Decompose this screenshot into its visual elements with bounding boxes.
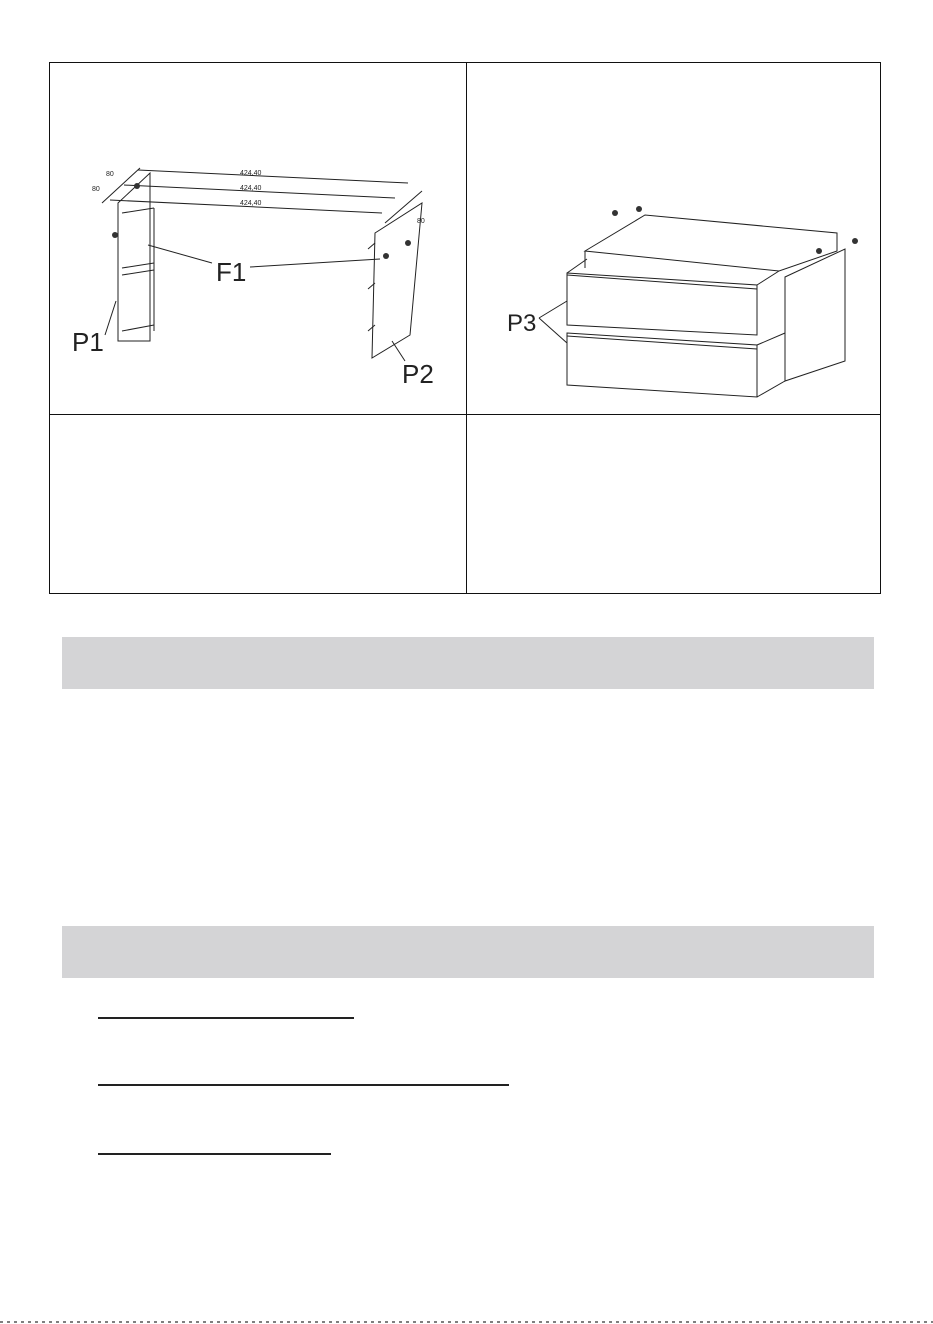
part-label-p3: P3 — [507, 310, 537, 337]
part-label-p2: P2 — [402, 359, 434, 389]
empty-cell-bottom-right — [467, 415, 881, 593]
part-label-p1: P1 — [72, 327, 104, 357]
dimension-label: 80 — [92, 186, 100, 193]
dimension-label: 424,40 — [240, 170, 262, 177]
dimension-label: 80 — [417, 218, 425, 225]
empty-cell-bottom-left — [50, 415, 465, 593]
dimension-label: 424,40 — [240, 185, 262, 192]
side-panels-drawing — [50, 63, 465, 413]
section-header-bar — [62, 637, 874, 689]
part-label-f1: F1 — [216, 257, 247, 287]
page-edge-marks — [0, 1318, 933, 1324]
drawer-unit-drawing — [467, 63, 881, 413]
assembly-figure-table — [49, 62, 881, 594]
section-header-bar — [62, 926, 874, 978]
dimension-label: 424,40 — [240, 200, 262, 207]
side-panels-drawing-cell — [50, 63, 465, 413]
underline-rule — [98, 1084, 509, 1086]
drawer-unit-drawing-cell — [467, 63, 881, 413]
underline-rule — [98, 1017, 354, 1019]
underline-rule — [98, 1153, 331, 1155]
dimension-label: 80 — [106, 171, 114, 178]
